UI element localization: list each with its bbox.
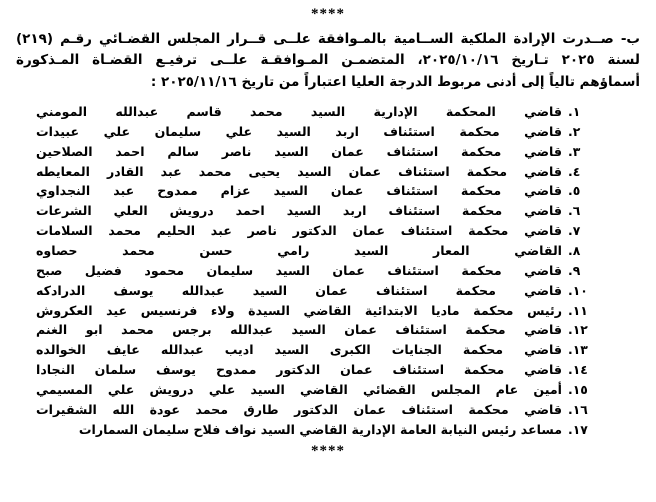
list-item — [36, 181, 602, 201]
list-item-number: ٤. — [568, 163, 581, 179]
list-item-text: رئيس محكمة ماديا الابتدائية القاضي السيدة ولاء فرنسيس عيد العكروش — [36, 302, 562, 318]
list-item-number: ١٤. — [568, 362, 588, 378]
list-item-text: أمين عام المجلس القضائي القاضي السيد علي درويش علي المسيمي — [36, 381, 562, 397]
list-item-text: قاضي محكمة استئناف اربد السيد احمد درويش العلي الشرعات — [36, 203, 562, 219]
list-item-number: ٧. — [568, 223, 581, 239]
list-item — [36, 162, 602, 182]
list-item-number: ٦. — [568, 203, 581, 219]
list-item — [36, 301, 602, 321]
list-item-number: ٨. — [568, 242, 581, 258]
bottom-separator: **** — [311, 443, 345, 460]
list-item-text: قاضي محكمة استئناف عمان السيد عبدالله يوسف الدرادكه — [36, 282, 562, 298]
list-item-text: قاضي محكمة استئناف عمان الدكتور طارق محمد عودة الله الشقيرات — [36, 401, 562, 417]
list-item-number: ٩. — [568, 262, 581, 278]
list-item-text: قاضي محكمة استئناف عمان الدكتور ممدوح يوسف سلمان النجادا — [36, 362, 562, 378]
intro-line-3: أسماؤهم تالياً إلى أدنى مربوط الدرجة العليا اعتباراً من تاريخ ٢٠٢٥/١١/١٦ : — [150, 74, 640, 91]
list-item-text: قاضي محكمة الجنايات الكبرى السيد اديب عبدالله عايف الخوالده — [36, 342, 562, 358]
list-item — [36, 122, 602, 142]
list-item-text: القاضي المعار السيد رامي حسن محمد حصاوه — [36, 242, 562, 258]
intro-line-1: ب- صــدرت الإرادة الملكية الســامية بالمـوافقة علــى قــرار المجلس القضـائي رقـم (٢١٩) — [16, 30, 640, 47]
list-item — [36, 281, 602, 301]
intro-line-2: لسنة ٢٠٢٥ تـاريخ ٢٠٢٥/١٠/١٦، المتضمـن المـوافقـة علــى ترفيـع القضـاة المـذكورة — [16, 52, 640, 69]
list-item-text: مساعد رئيس النيابة العامة الإدارية القاضي السيد نواف فلاح سليمان السمارات — [78, 421, 562, 437]
list-item-number: ١٥. — [568, 381, 588, 397]
list-item — [36, 320, 602, 340]
list-item-number: ٣. — [568, 143, 581, 159]
list-item — [36, 221, 602, 241]
list-item — [36, 241, 602, 261]
list-item — [36, 380, 602, 400]
list-item — [36, 340, 602, 360]
list-item-text: قاضي محكمة استئناف عمان السيد عبدالله برجس محمد ابو الغنم — [36, 322, 562, 338]
list-item-text: قاضي محكمة استئناف عمان السيد يحيى محمد عبد القادر المعايطه — [36, 163, 562, 179]
list-item-number: ٥. — [568, 183, 581, 199]
list-item-number: ١٧. — [568, 421, 588, 437]
top-separator: **** — [311, 6, 345, 22]
list-item-text: قاضي محكمة استئناف عمان السيد ناصر سالم احمد الصلاحين — [36, 143, 562, 159]
list-item-text: قاضي محكمة استئناف عمان السيد سليمان محمود فضيل صبح — [36, 262, 562, 278]
list-item-number: ١٠. — [568, 282, 588, 298]
intro-paragraph — [14, 29, 642, 95]
list-item-number: ١٦. — [568, 401, 588, 417]
list-item-text: قاضي محكمة استئناف عمان السيد عزام ممدوح عبد النجداوي — [36, 183, 562, 199]
list-item-number: ١٢. — [568, 322, 588, 338]
list-item-number: ١١. — [568, 302, 588, 318]
list-item — [36, 400, 602, 420]
list-item-text: قاضي محكمة استئناف عمان الدكتور ناصر عبد الحليم محمد السلامات — [36, 223, 562, 239]
list-item-number: ١٣. — [568, 342, 588, 358]
list-item-text: قاضي المحكمة الإدارية السيد محمد قاسم عبدالله المومني — [36, 104, 562, 120]
list-item-number: ١. — [568, 104, 581, 120]
list-item — [36, 142, 602, 162]
judges-list — [14, 102, 642, 439]
list-item — [36, 360, 602, 380]
list-item — [36, 201, 602, 221]
list-item — [36, 261, 602, 281]
list-item — [36, 102, 602, 122]
list-item-number: ٢. — [568, 123, 581, 139]
list-item-text: قاضي محكمة استئناف اربد السيد علي سليمان علي عبيدات — [36, 123, 562, 139]
list-item — [36, 420, 602, 440]
